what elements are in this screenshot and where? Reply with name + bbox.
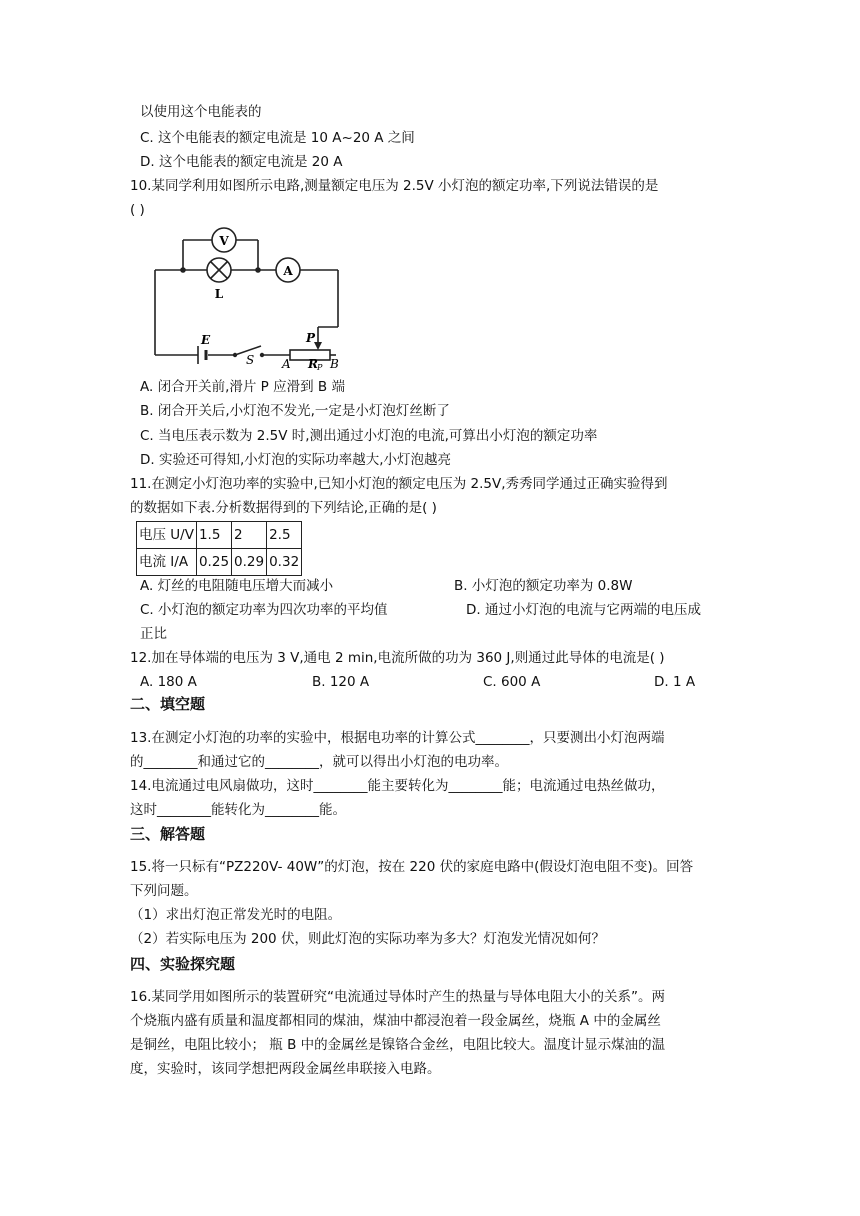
q12-stem: 12.加在导体端的电压为 3 V,通电 2 min,电流所做的功为 360 J,则通过此导体的电流是( ) bbox=[130, 650, 665, 666]
q15-sub1: （1）求出灯泡正常发光时的电阻。 bbox=[130, 907, 342, 923]
rheostat-end-a: A bbox=[282, 357, 291, 370]
rheostat-end-b: B bbox=[330, 357, 339, 370]
table-row bbox=[137, 522, 302, 549]
q12-option-d: D. 1 A bbox=[654, 674, 696, 690]
lamp-label: L bbox=[214, 287, 224, 301]
section-heading-fill-blank: 二、填空题 bbox=[130, 695, 206, 713]
q12-option-c: C. 600 A bbox=[483, 674, 541, 690]
q14-line1: 14.电流通过电风扇做功，这时________能主要转化为________能；电流通过电热丝做功， bbox=[130, 778, 665, 794]
data-table bbox=[136, 521, 302, 576]
rheostat-subscript: P bbox=[317, 363, 323, 370]
section-heading-experiment: 四、实验探究题 bbox=[130, 955, 236, 973]
table-cell: 电流 I/A bbox=[137, 549, 197, 576]
q15-sub2: （2）若实际电压为 200 伏，则此灯泡的实际功率为多大？灯泡发光情况如何？ bbox=[130, 931, 605, 947]
q15-line1: 15.将一只标有“PZ220V- 40W”的灯泡，按在 220 伏的家庭电路中(假设灯泡电阻不变)。回答 bbox=[130, 859, 694, 875]
switch-label: S bbox=[246, 353, 255, 367]
q16-line3: 是铜丝，电阻比较小； 瓶 B 中的金属丝是镍铬合金丝，电阻比较大。温度计显示煤油的温 bbox=[130, 1037, 666, 1053]
q13-line1: 13.在测定小灯泡的功率的实验中，根据电功率的计算公式________，只要测出小灯泡两端 bbox=[130, 730, 665, 746]
q13-line2: 的________和通过它的________，就可以得出小灯泡的电功率。 bbox=[130, 754, 508, 770]
q10-option-d: D. 实验还可得知,小灯泡的实际功率越大,小灯泡越亮 bbox=[140, 452, 452, 468]
q9-continuation: 以使用这个电能表的 bbox=[140, 104, 262, 120]
table-row bbox=[137, 549, 302, 576]
table-cell: 0.32 bbox=[267, 549, 302, 576]
q12-option-b: B. 120 A bbox=[312, 674, 370, 690]
battery-label: E bbox=[201, 333, 211, 347]
q10-stem-line1: 10.某同学利用如图所示电路,测量额定电压为 2.5V 小灯泡的额定功率,下列说法错误的是 bbox=[130, 178, 659, 194]
circuit-diagram bbox=[140, 222, 360, 370]
q16-line2: 个烧瓶内盛有质量和温度都相同的煤油，煤油中都浸泡着一段金属丝，烧瓶 A 中的金属丝 bbox=[130, 1013, 661, 1029]
q10-option-a: A. 闭合开关前,滑片 P 应滑到 B 端 bbox=[140, 379, 345, 395]
q15-line2: 下列问题。 bbox=[130, 883, 198, 899]
q11-option-b: B. 小灯泡的额定功率为 0.8W bbox=[454, 578, 633, 594]
table-cell: 0.29 bbox=[232, 549, 267, 576]
q10-stem-line2: ( ) bbox=[130, 202, 145, 218]
voltmeter-label: V bbox=[219, 234, 229, 248]
table-cell: 2.5 bbox=[267, 522, 302, 549]
section-heading-answer: 三、解答题 bbox=[130, 825, 206, 843]
q16-line1: 16.某同学用如图所示的装置研究“电流通过导体时产生的热量与导体电阻大小的关系”。两 bbox=[130, 989, 665, 1005]
q11-stem-line1: 11.在测定小灯泡功率的实验中,已知小灯泡的额定电压为 2.5V,秀秀同学通过正确实验得到 bbox=[130, 476, 668, 492]
q9-option-c: C. 这个电能表的额定电流是 10 A~20 A 之间 bbox=[140, 130, 415, 146]
q9-option-d: D. 这个电能表的额定电流是 20 A bbox=[140, 154, 343, 170]
table-cell: 1.5 bbox=[196, 522, 231, 549]
q11-option-d-cont: 正比 bbox=[140, 626, 167, 642]
slider-label: P bbox=[306, 331, 316, 345]
table-cell: 2 bbox=[232, 522, 267, 549]
q10-option-b: B. 闭合开关后,小灯泡不发光,一定是小灯泡灯丝断了 bbox=[140, 403, 450, 419]
ammeter-label: A bbox=[283, 264, 293, 278]
q11-stem-line2: 的数据如下表.分析数据得到的下列结论,正确的是( ) bbox=[130, 500, 437, 516]
q11-option-c: C. 小灯泡的额定功率为四次功率的平均值 bbox=[140, 602, 388, 618]
table-cell: 0.25 bbox=[196, 549, 231, 576]
q11-option-a: A. 灯丝的电阻随电压增大而减小 bbox=[140, 578, 334, 594]
q10-option-c: C. 当电压表示数为 2.5V 时,测出通过小灯泡的电流,可算出小灯泡的额定功率 bbox=[140, 428, 598, 444]
q16-line4: 度，实验时，该同学想把两段金属丝串联接入电路。 bbox=[130, 1061, 441, 1077]
rheostat-label: R bbox=[308, 357, 318, 370]
q14-line2: 这时________能转化为________能。 bbox=[130, 802, 346, 818]
q11-option-d: D. 通过小灯泡的电流与它两端的电压成 bbox=[466, 602, 701, 618]
table-cell: 电压 U/V bbox=[137, 522, 197, 549]
q12-option-a: A. 180 A bbox=[140, 674, 197, 690]
